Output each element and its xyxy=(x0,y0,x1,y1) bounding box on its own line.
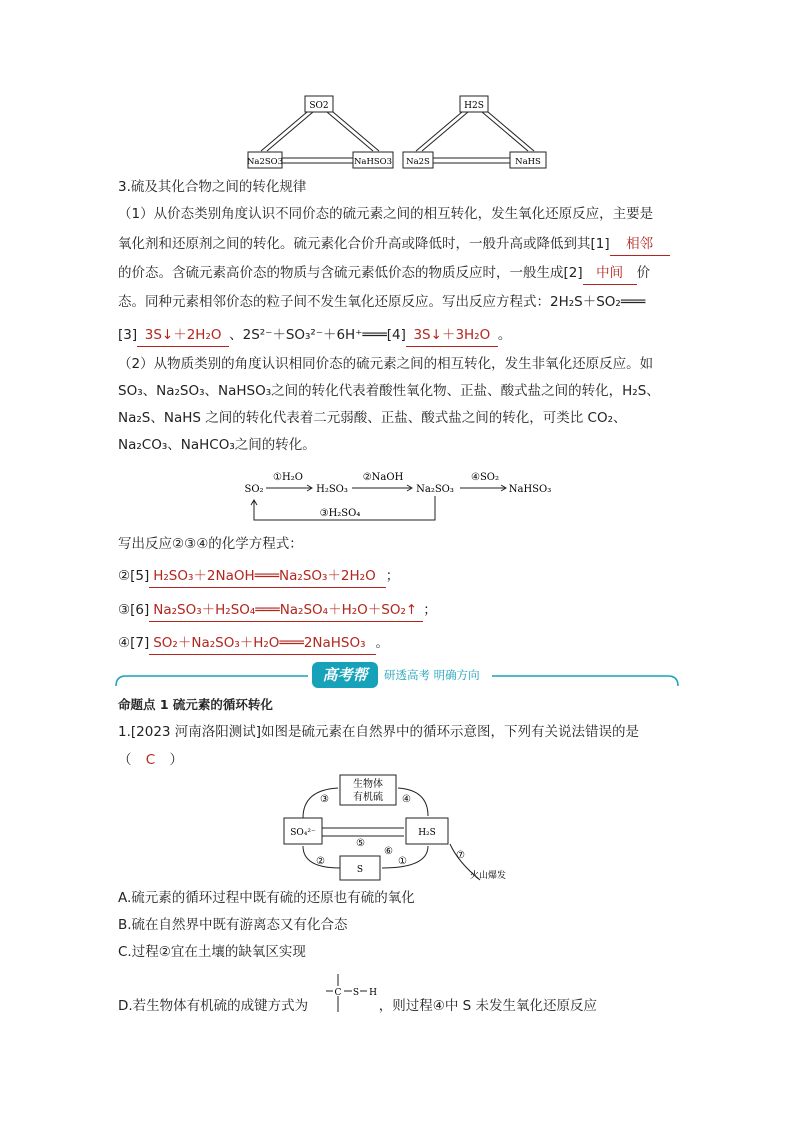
node-nahs: NaHS xyxy=(515,157,541,167)
chain-na2so3: Na₂SO₃ xyxy=(416,484,454,495)
equals: ═══ xyxy=(255,602,280,618)
arrow-label-4: ④SO₂ xyxy=(470,472,500,483)
rhs: Na₂SO₄＋H₂O＋SO₂↑ xyxy=(279,602,418,618)
arrow-label-2: ②NaOH xyxy=(362,472,404,483)
option-c: C.过程②宜在土壤的缺氧区实现 xyxy=(118,944,306,960)
sulfur-triangle-diagram-1 xyxy=(245,94,395,172)
lhs: Na₂SO₃＋H₂SO₄ xyxy=(153,602,256,618)
node-bio: 生物体 xyxy=(353,779,383,790)
chain-nahso3: NaHSO₃ xyxy=(508,484,552,495)
sulfur-cycle-diagram xyxy=(280,772,525,882)
step-2: ② xyxy=(316,856,325,867)
paragraph-1-line-4: 态。同种元素相邻价态的粒子间不发生氧化还原反应。写出反应方程式：2H₂S＋SO₂═══ xyxy=(118,294,646,310)
lhs: SO₂＋Na₂SO₃＋H₂O xyxy=(153,635,280,651)
equation-2 xyxy=(118,565,399,588)
equals: ═══ xyxy=(254,568,280,584)
bond-structure xyxy=(322,970,382,1018)
node-h2s: H₂S xyxy=(418,828,436,838)
paragraph-2-line-3: Na₂S、NaHS 之间的转化代表着二元弱酸、正盐、酸式盐之间的转化，可类比 CO₂、 xyxy=(118,410,627,426)
end: ； xyxy=(385,568,400,584)
equals: ═══ xyxy=(279,635,304,651)
banner-subtitle: 研透高考 明确方向 xyxy=(384,668,480,682)
step-4: ④ xyxy=(402,794,411,805)
bracket-close: ） xyxy=(169,752,184,768)
step-6: ⑥ xyxy=(384,846,393,857)
chain-so2: SO₂ xyxy=(244,484,264,495)
node-h2s: H2S xyxy=(464,101,484,111)
chain-h2so3: H₂SO₃ xyxy=(316,484,348,495)
option-a: A.硫元素的循环过程中既有硫的还原也有硫的氧化 xyxy=(118,890,415,906)
paragraph-2-line-2: SO₃、Na₂SO₃、NaHSO₃之间的转化代表着酸性氧化物、正盐、酸式盐之间的转化，H₂S、 xyxy=(118,383,660,399)
paragraph-1-line-2 xyxy=(118,233,670,256)
text: 。 xyxy=(497,327,512,343)
node-s: S xyxy=(356,865,364,875)
atom-c: C xyxy=(334,988,342,998)
paragraph-1-line-5 xyxy=(118,324,511,347)
text: [3] xyxy=(118,327,138,343)
node-bio-2: 有机硫 xyxy=(353,792,383,803)
atom-h: H xyxy=(369,988,377,998)
answer-5 xyxy=(149,565,385,588)
rhs: 2NaHSO₃ xyxy=(303,635,366,651)
section-heading: 3.硫及其化合物之间的转化规律 xyxy=(118,179,307,195)
equation-3 xyxy=(118,599,437,622)
step-7: ⑦ xyxy=(456,850,465,861)
node-so2: SO2 xyxy=(309,101,329,111)
bracket-open: （ xyxy=(118,752,132,768)
answer-1: 相邻 xyxy=(610,233,670,256)
step-1: ① xyxy=(398,856,407,867)
option-d-text-2: ，则过程④中 S 未发生氧化还原反应 xyxy=(378,998,598,1014)
answer-bracket xyxy=(118,749,183,771)
end: 。 xyxy=(375,635,390,651)
paragraph-2-line-4: Na₂CO₃、NaHCO₃之间的转化。 xyxy=(118,437,316,453)
answer-3: 3S↓＋2H₂O xyxy=(137,324,229,347)
equation-4 xyxy=(118,632,389,655)
bonds xyxy=(326,974,367,1012)
paragraph-2-line-1: （2）从物质类别的角度认识相同价态的硫元素之间的相互转化，发生非氧化还原反应。如 xyxy=(118,356,654,372)
end: ； xyxy=(423,602,437,618)
node-na2s: Na2S xyxy=(406,157,430,167)
rhs: Na₂SO₃＋2H₂O xyxy=(279,568,376,584)
question-topic: 命题点 1 硫元素的循环转化 xyxy=(118,697,273,712)
answer-2: 中间 xyxy=(583,262,637,285)
node-so4: SO₄²⁻ xyxy=(290,828,316,838)
answer-6 xyxy=(149,599,423,622)
answer-4: 3S↓＋3H₂O xyxy=(406,324,498,347)
arrow-label-3: ③H₂SO₄ xyxy=(319,508,361,519)
node-nahso3: NaHSO3 xyxy=(353,157,393,167)
sulfur-triangle-diagram-2 xyxy=(400,94,550,172)
label: ④[7] xyxy=(118,635,150,651)
text: 氧化剂和还原剂之间的转化。硫元素化合价升高或降低时，一般升高或降低到其[1] xyxy=(118,236,610,252)
arrow-label-1: ①H₂O xyxy=(273,472,303,483)
question-stem: 1.[2023 河南洛阳测试]如图是硫元素在自然界中的循环示意图，下列有关说法错误的是 xyxy=(118,724,640,740)
label: ②[5] xyxy=(118,568,150,584)
chain-arrows xyxy=(251,485,506,520)
text: 、2S²⁻＋SO₃²⁻＋6H⁺═══[4] xyxy=(229,327,406,343)
step-3: ③ xyxy=(320,794,329,805)
paragraph-1-line-1: （1）从价态类别角度认识不同价态的硫元素之间的相互转化，发生氧化还原反应，主要是 xyxy=(118,206,654,222)
equations-intro: 写出反应②③④的化学方程式： xyxy=(118,536,303,552)
text: 价 xyxy=(636,265,651,281)
option-d-text-1: D.若生物体有机硫的成键方式为 xyxy=(118,998,309,1014)
banner-title: 高考帮 xyxy=(312,662,378,688)
step-5: ⑤ xyxy=(356,838,365,849)
text: 的价态。含硫元素高价态的物质与含硫元素低价态的物质反应时，一般生成[2] xyxy=(118,265,583,281)
atom-s: S xyxy=(352,988,360,998)
reaction-chain-diagram xyxy=(240,468,560,528)
lhs: H₂SO₃＋2NaOH xyxy=(153,568,255,584)
paragraph-1-line-3 xyxy=(118,262,650,285)
label: ③[6] xyxy=(118,602,150,618)
answer-choice: C xyxy=(145,752,156,768)
answer-7 xyxy=(149,632,375,655)
option-b: B.硫在自然界中既有游离态又有化合态 xyxy=(118,917,348,933)
volcano-label: 火山爆发 xyxy=(470,871,507,881)
node-na2so3: Na2SO3 xyxy=(246,157,284,167)
